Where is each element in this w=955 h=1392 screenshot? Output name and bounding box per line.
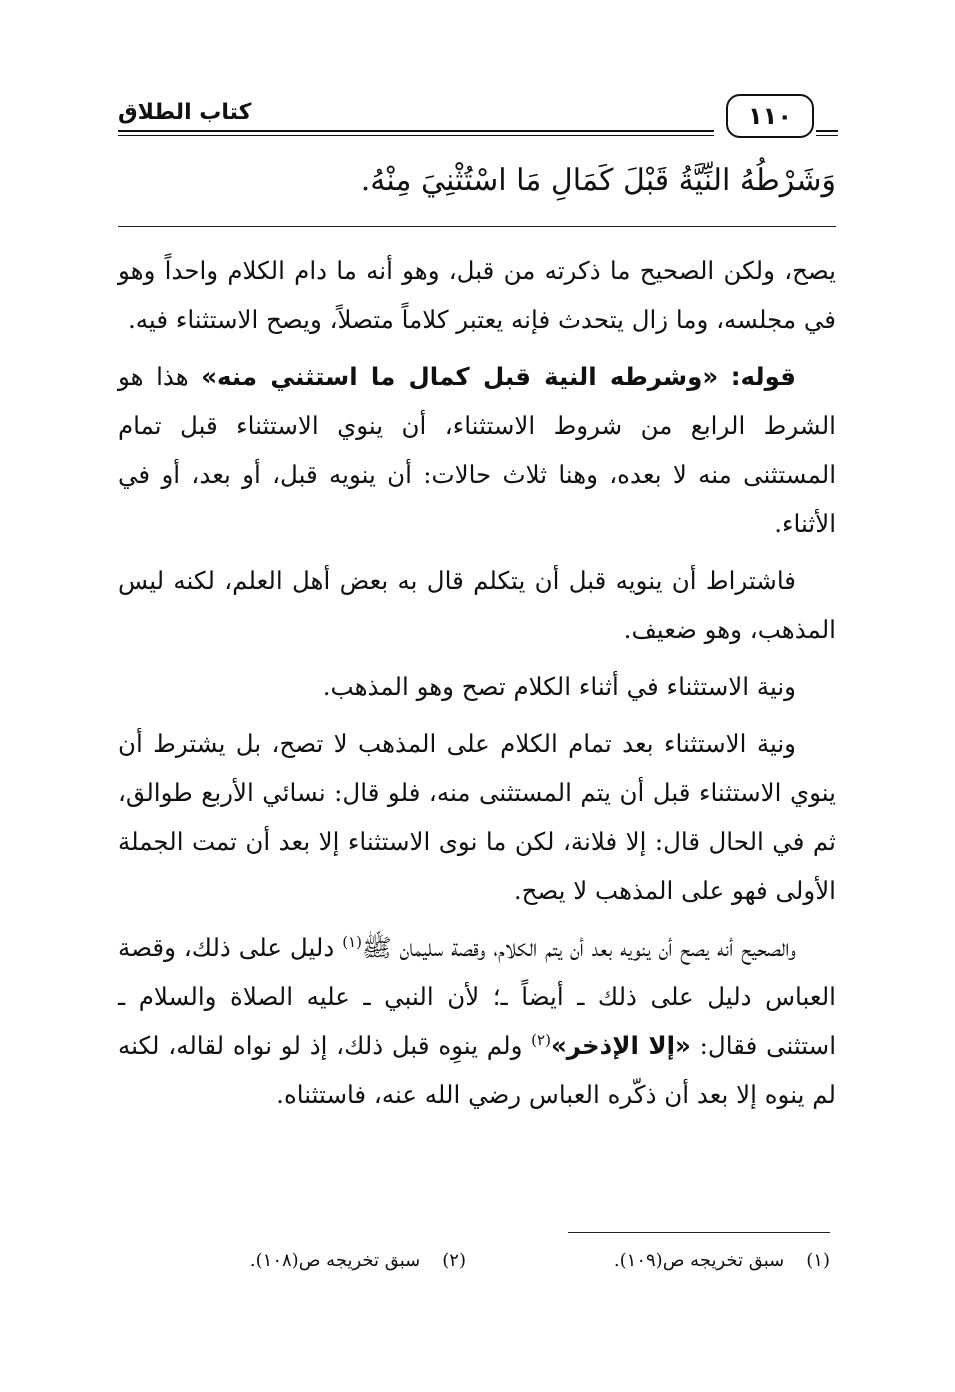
footnote-divider — [568, 1232, 830, 1233]
footnote-item — [614, 1250, 830, 1271]
paragraph-text: ولم ينوِه قبل ذلك، إذ لو نواه لقاله، لكنه لم ينوه إلا بعد أن ذكّره العباس رضي الله عنه، فاستثناه. — [118, 1031, 836, 1109]
header-rule — [118, 135, 714, 136]
paragraph — [118, 923, 836, 1119]
paragraph-text: والصحيح أنه يصح أن ينويه بعد أن يتم الكلام، وقصة سليمان ﷺ — [362, 933, 796, 962]
footnotes — [118, 1244, 836, 1284]
footnote-item — [250, 1250, 466, 1271]
matn-text: وَشَرْطُهُ النِّيَّةُ قَبْلَ كَمَالِ مَا اسْتُثْنِيَ مِنْهُ. — [360, 163, 836, 198]
footnote-number: (١) — [806, 1250, 830, 1271]
footnote-text: سبق تخريجه ص(١٠٩). — [613, 1250, 785, 1271]
matn-divider — [118, 226, 836, 227]
paragraph: فاشتراط أن ينويه قبل أن يتكلم قال به بعض أهل العلم، لكنه ليس المذهب، وهو ضعيف. — [118, 566, 836, 644]
footnote-marker[interactable]: (٢) — [531, 1030, 551, 1049]
footnote-number: (٢) — [442, 1250, 466, 1271]
paragraph: يصح، ولكن الصحيح ما ذكرته من قبل، وهو أنه ما دام الكلام واحداً وهو في مجلسه، وما زال يتحدث فإنه يعتبر كلاماً متصلاً، ويصح الاستثناء فيه. — [118, 256, 836, 334]
qawluhu-label: قوله: — [730, 362, 796, 391]
paragraph-text: هذا هو الشرط الرابع من شروط الاستثناء، أن ينوي الاستثناء قبل تمام المستثنى منه لا بعده، وهنا ثلاث حالات: أن ينويه قبل، أو بعد، أو في الأثناء. — [118, 362, 836, 538]
matn-quote: «وشرطه النية قبل كمال ما استثني منه» — [201, 362, 719, 391]
header-rule — [816, 130, 838, 132]
paragraph: ونية الاستثناء في أثناء الكلام تصح وهو المذهب. — [322, 672, 796, 701]
footnote-text: سبق تخريجه ص(١٠٨). — [249, 1250, 421, 1271]
commentary-body — [118, 246, 836, 1127]
page-header — [118, 92, 836, 142]
footnote-marker[interactable]: (١) — [342, 932, 362, 951]
paragraph — [118, 352, 836, 548]
paragraph-text: دليل على ذلك، وقصة العباس دليل على ذلك ـ أيضاً ـ؛ لأن النبي ـ عليه الصلاة والسلام ـ استثنى فقال: — [118, 933, 836, 1060]
page-number: ١١٠ — [726, 94, 814, 138]
header-rule — [118, 130, 714, 132]
hadith-quote: «إلا الإذخر» — [550, 1031, 691, 1060]
header-rule — [816, 135, 838, 136]
running-title: كتاب الطلاق — [118, 100, 252, 125]
paragraph: ونية الاستثناء بعد تمام الكلام على المذهب لا تصح، بل يشترط أن ينوي الاستثناء قبل أن يتم المستثنى منه، فلو قال: نسائي الأربع طوالق، ثم في الحال قال: إلا فلانة، لكن ما نوى الاستثناء إلا بعد أن تمت الجملة الأولى فهو على المذهب لا يصح. — [118, 729, 836, 905]
